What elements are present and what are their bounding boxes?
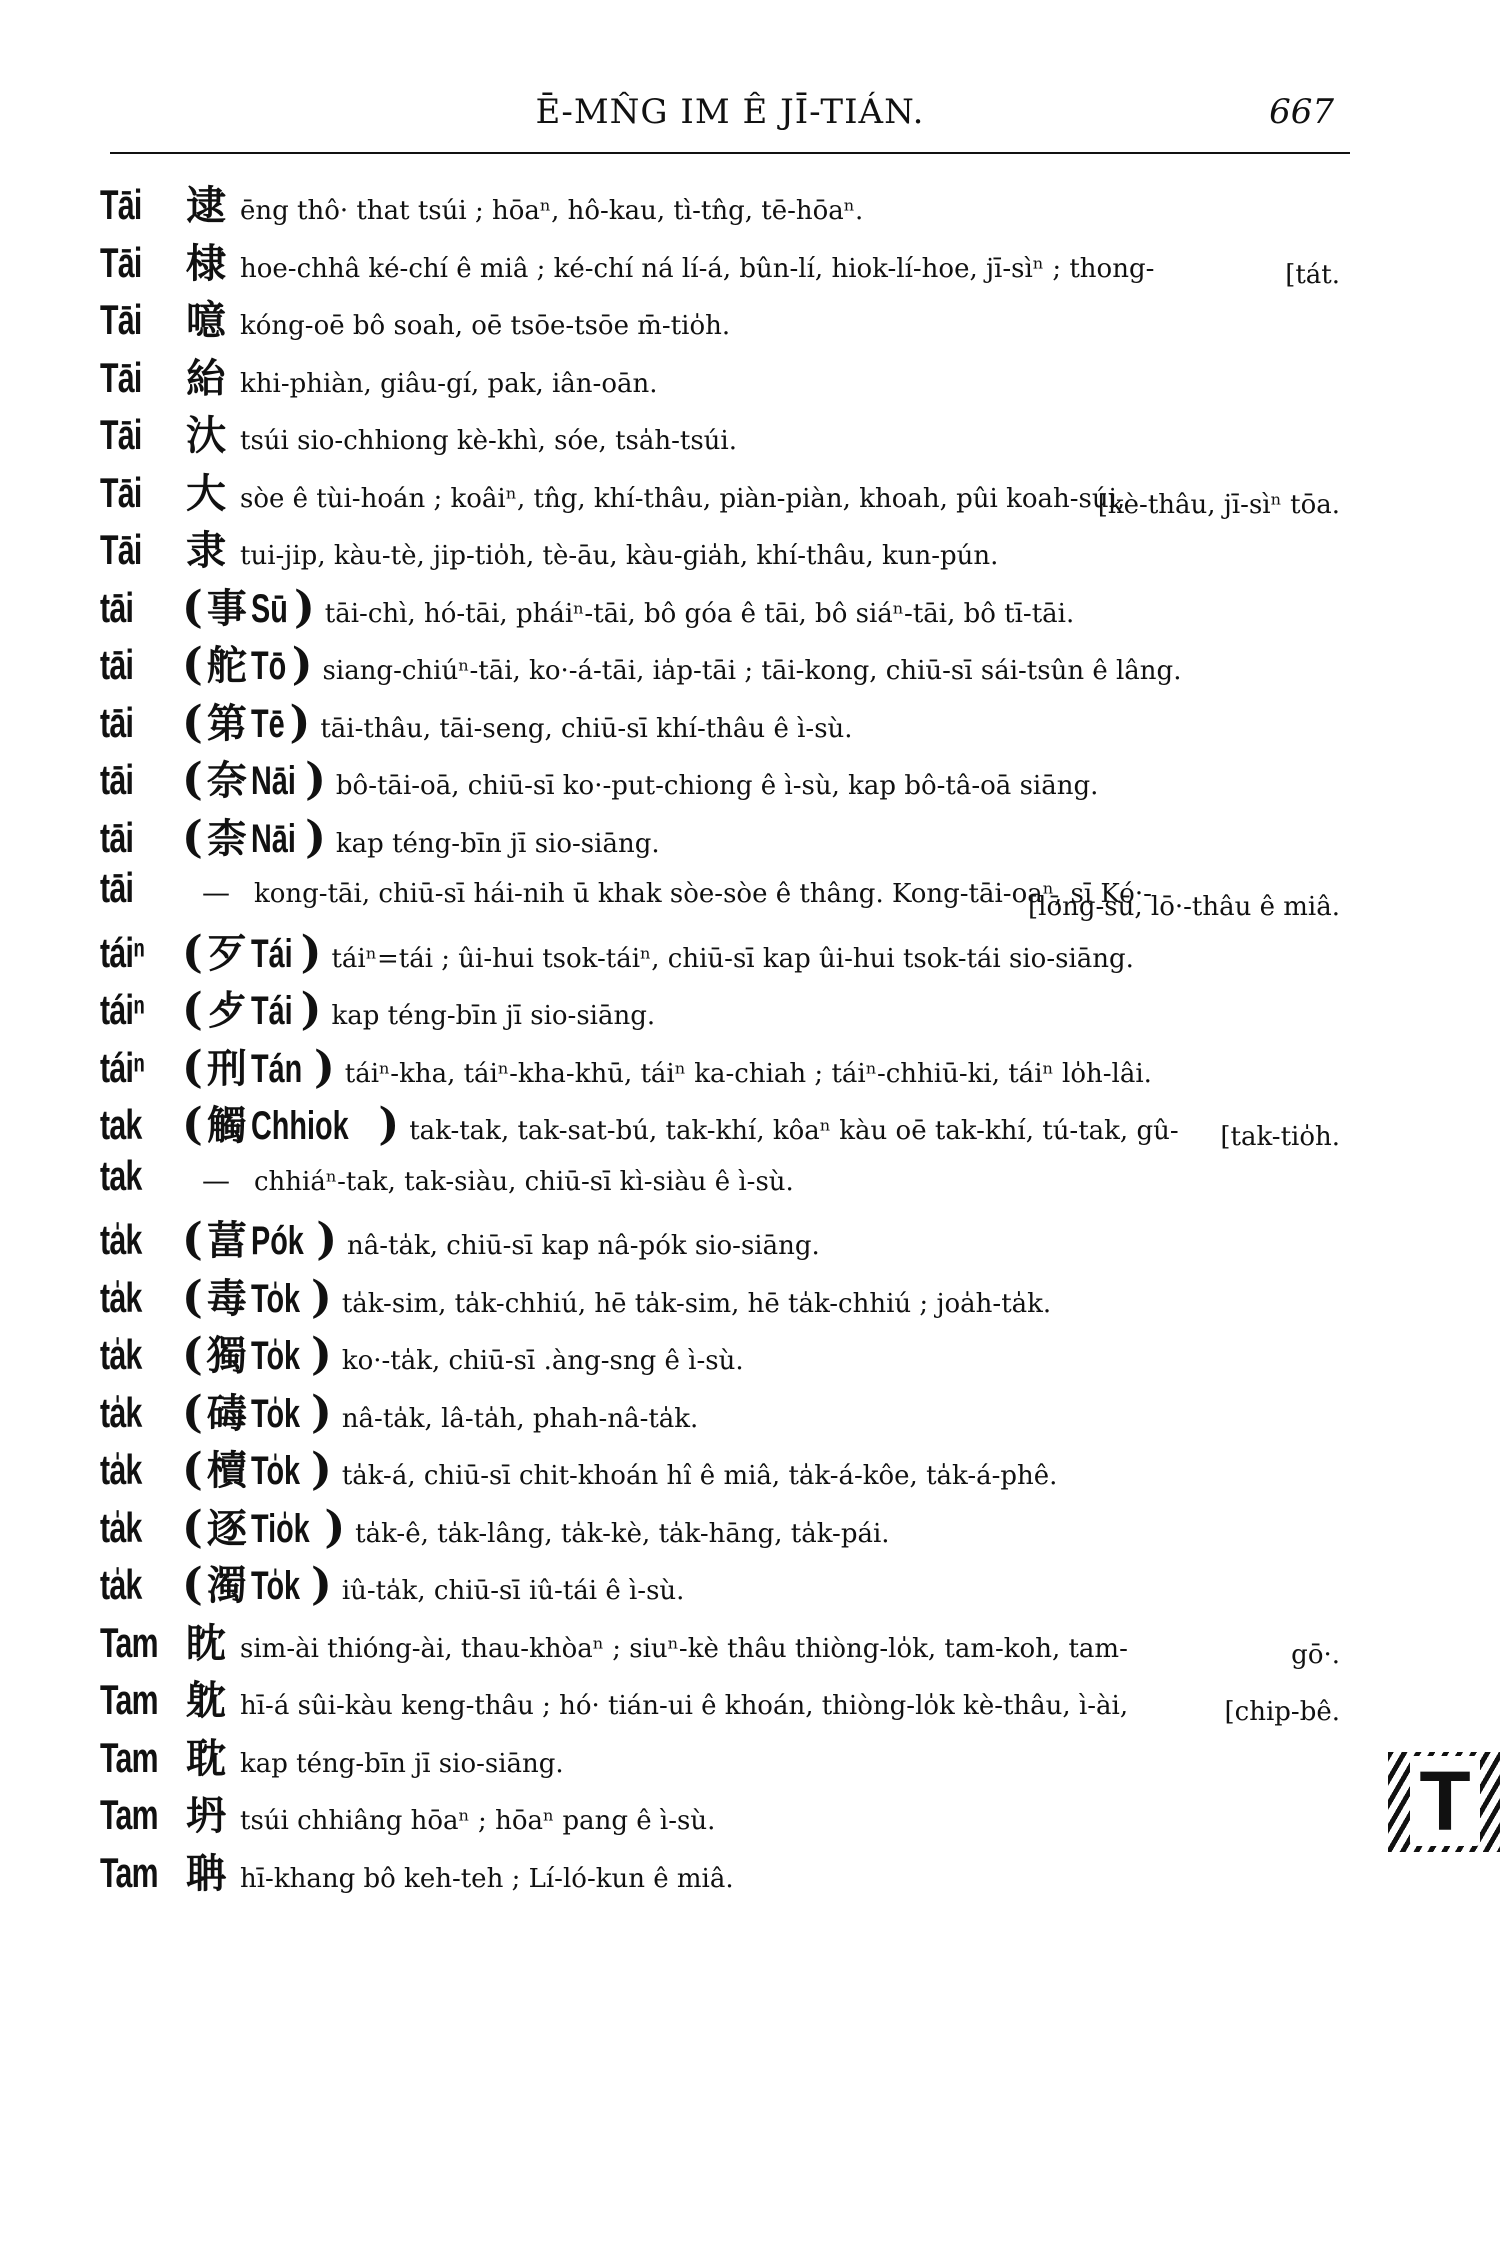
entry-definition: táiⁿ=tái ; ûi-hui tsok-táiⁿ, chiū-sī kap ûi-hui tsok-tái sio-siāng. xyxy=(331,943,1134,974)
entry-definition: kap téng-bīn jī sio-siāng. xyxy=(240,1748,564,1779)
entry-character: 噫 xyxy=(186,298,226,344)
entry-character: 坍 xyxy=(186,1793,226,1839)
dictionary-entry: ta̍k ( 葍 Pók ) nâ-ta̍k, chiū-sī kap nâ-pók sio-siāng. xyxy=(100,1203,1380,1261)
entry-headword: ta̍k xyxy=(100,1446,142,1493)
entry-dash: — xyxy=(202,876,230,909)
entry-definition: ko·-ta̍k, chiū-sī .àng-sng ê ì-sù. xyxy=(341,1346,744,1376)
dictionary-entry xyxy=(100,398,1380,459)
dictionary-entry: tāi ( 奈 Nāi ) bô-tāi-oā, chiū-sī ko·-put-chiong ê ì-sù, kap bô-tâ-oā siāng. xyxy=(100,743,1380,801)
entry-definition: tui-jip, kàu-tè, jip-tio̍h, tè-āu, kàu-gia̍h, khí-thâu, kun-pún. xyxy=(240,541,999,571)
entry-definition: hī-khang bô keh-teh ; Lí-ló-kun ê miâ. xyxy=(240,1863,734,1894)
dictionary-entry: tāi ( 第 Tē ) tāi-thâu, tāi-seng, chiū-sī khí-thâu ê ì-sù. xyxy=(100,686,1380,744)
entry-headword: Tāi xyxy=(100,238,142,286)
entry-continuation: [tak-tio̍h. xyxy=(1220,1122,1340,1152)
entry-headword: tāi xyxy=(100,583,134,631)
entry-definition: kóng-oē bô soah, oē tsōe-tsōe m̄-tio̍h. xyxy=(240,311,731,341)
entry-continuation: [chip-bê. xyxy=(1224,1697,1340,1727)
entry-headword: tāi xyxy=(100,813,134,861)
dictionary-entry xyxy=(100,1606,1380,1670)
entry-character: 紿 xyxy=(186,355,226,402)
dictionary-entry: tāi ( 柰 Nāi ) kap téng-bīn jī sio-siāng. xyxy=(100,801,1380,859)
entry-cross-reference: To̍k xyxy=(250,1276,300,1321)
entry-definition: iû-ta̍k, chiū-sī iû-tái ê ì-sù. xyxy=(341,1576,685,1606)
dictionary-entry xyxy=(100,283,1380,344)
dictionary-entry xyxy=(100,341,1380,402)
entry-headword: tāi xyxy=(100,864,134,911)
header-rule xyxy=(110,152,1350,154)
entry-cross-reference: Tē xyxy=(250,701,285,746)
entry-character: 汏 xyxy=(186,413,226,459)
entry-character: 躭 xyxy=(186,1678,226,1724)
entry-cross-reference: Nāi xyxy=(250,759,296,803)
entry-character: 耽 xyxy=(186,1735,226,1782)
entry-character: 逐 xyxy=(206,1505,247,1552)
entry-definition: sòe ê tùi-hoán ; koâiⁿ, tn̂g, khí-thâu, piàn-piàn, khoah, pûi koah-súi, xyxy=(240,483,1126,514)
entry-headword: Tāi xyxy=(100,411,142,458)
dictionary-entry: tāi ( 事 Sū ) tāi-chì, hó-tāi, pháiⁿ-tāi, bô góa ê tāi, bô siáⁿ-tāi, bô tī-tāi. xyxy=(100,571,1380,629)
entry-character: 眈 xyxy=(186,1620,226,1667)
entry-definition: hī-á sûi-kàu keng-thâu ; hó· tián-ui ê khoán, thiòng-lo̍k kè-thâu, ì-ài, xyxy=(240,1691,1129,1721)
dictionary-entry: tak ( 觸 Chhiok ) tak-tak, tak-sat-bú, tak-khí, kôaⁿ kàu oē tak-khí, tú-tak, gû- [tak-tio̍h. xyxy=(100,1088,1380,1146)
entry-definition: kap téng-bīn jī sio-siāng. xyxy=(335,828,660,859)
dictionary-entry xyxy=(100,1836,1380,1897)
dictionary-entry: ta̍k ( 碡 To̍k ) nâ-ta̍k, lâ-ta̍h, phah-nâ-ta̍k. xyxy=(100,1376,1380,1434)
entry-headword: tak xyxy=(100,1151,142,1199)
entry-definition: ta̍k-sim, ta̍k-chhiú, hē ta̍k-sim, hē ta̍k-chhiú ; joa̍h-ta̍k. xyxy=(341,1288,1052,1319)
entry-headword: ta̍k xyxy=(100,1216,142,1263)
dictionary-entry: ta̍k ( 櫝 To̍k ) ta̍k-á, chiū-sī chit-khoán hî ê miâ, ta̍k-á-kôe, ta̍k-á-phê. xyxy=(100,1433,1380,1491)
entry-continuation: [tát. xyxy=(1285,259,1340,290)
entry-headword: tak xyxy=(100,1101,142,1148)
entry-definition: ēng thô· that tsúi ; hōaⁿ, hô-kau, tì-tn̂g, tē-hōaⁿ. xyxy=(240,196,864,226)
entry-cross-reference: Nāi xyxy=(250,816,296,861)
running-title: Ē-MN̂G IM Ê JĪ-TIÁN. xyxy=(535,92,925,132)
entry-definition: chhiáⁿ-tak, tak-siàu, chiū-sī kì-siàu ê ì-sù. xyxy=(254,1166,794,1197)
entry-headword: ta̍k xyxy=(100,1331,142,1378)
entry-definition: kong-tāi, chiū-sī hái-nih ū khak sòe-sòe ê thâng. Kong-tāi-oaⁿ, sī Kó·- xyxy=(254,879,1152,909)
entry-cross-reference: To̍k xyxy=(250,1449,300,1493)
dictionary-entry: ta̍k ( 濁 To̍k ) iû-ta̍k, chiū-sī iû-tái ê ì-sù. xyxy=(100,1548,1380,1606)
entry-headword: Tam xyxy=(100,1848,158,1896)
entry-character: 毒 xyxy=(206,1275,247,1322)
entry-cross-reference: To̍k xyxy=(250,1391,300,1436)
entry-headword: Tāi xyxy=(100,353,142,401)
entry-headword: táiⁿ xyxy=(100,986,145,1033)
page-header xyxy=(110,92,1350,138)
entry-character: 觸 xyxy=(206,1103,247,1149)
entry-definition: tāi-chì, hó-tāi, pháiⁿ-tāi, bô góa ê tāi, bô siáⁿ-tāi, bô tī-tāi. xyxy=(324,598,1075,629)
entry-headword: Tāi xyxy=(100,468,142,516)
dictionary-entry: táiⁿ ( 歹 Tái ) táiⁿ=tái ; ûi-hui tsok-táiⁿ, chiū-sī kap ûi-hui tsok-tái sio-siāng. xyxy=(100,916,1380,974)
entry-headword: Tāi xyxy=(100,526,142,573)
entry-character: 逮 xyxy=(186,183,226,229)
entry-cross-reference: Sū xyxy=(250,586,288,631)
entry-cross-reference: Tái xyxy=(250,931,293,976)
dictionary-entry: ta̍k ( 毒 To̍k ) ta̍k-sim, ta̍k-chhiú, hē ta̍k-sim, hē ta̍k-chhiú ; joa̍h-ta̍k. xyxy=(100,1261,1380,1319)
entry-character: 棣 xyxy=(186,240,226,287)
entry-headword: tāi xyxy=(100,641,134,688)
entry-definition: bô-tāi-oā, chiū-sī ko·-put-chiong ê ì-sù, kap bô-tâ-oā siāng. xyxy=(335,771,1099,801)
entry-headword: tāi xyxy=(100,698,134,746)
entry-definition: ta̍k-á, chiū-sī chit-khoán hî ê miâ, ta̍k-á-kôe, ta̍k-á-phê. xyxy=(341,1461,1058,1491)
dictionary-entry xyxy=(100,456,1380,520)
entry-character: 葍 xyxy=(206,1218,247,1264)
entry-character: 碡 xyxy=(206,1390,247,1437)
entry-definition: tak-tak, tak-sat-bú, tak-khí, kôaⁿ kàu oē tak-khí, tú-tak, gû- xyxy=(409,1116,1179,1146)
entry-cross-reference: To̍k xyxy=(250,1564,300,1608)
entry-definition: hoe-chhâ ké-chí ê miâ ; ké-chí ná lí-á, bûn-lí, hiok-lí-hoe, jī-sìⁿ ; thong- xyxy=(240,253,1155,284)
dictionary-entry: tāi ( 舵 Tō ) siang-chiúⁿ-tāi, ko·-á-tāi, ia̍p-tāi ; tāi-kong, chiū-sī sái-tsûn ê lâng. xyxy=(100,628,1380,686)
entry-definition: sim-ài thióng-ài, thau-khòaⁿ ; siuⁿ-kè thâu thiòng-lo̍k, tam-koh, tam- xyxy=(240,1633,1128,1664)
entry-headword: ta̍k xyxy=(100,1273,142,1321)
entry-dash: — xyxy=(202,1163,230,1197)
entry-character: 刑 xyxy=(206,1045,247,1092)
dictionary-entries xyxy=(100,168,1380,1897)
dictionary-entry xyxy=(100,858,1380,922)
entry-character: 聃 xyxy=(186,1850,226,1897)
entry-character: 歹 xyxy=(206,930,247,977)
entry-definition: tāi-thâu, tāi-seng, chiū-sī khí-thâu ê ì-sù. xyxy=(320,713,853,744)
dictionary-entry xyxy=(100,1146,1380,1204)
entry-cross-reference: Tán xyxy=(250,1046,303,1091)
entry-headword: táiⁿ xyxy=(100,1043,145,1091)
entry-definition: tsúi chhiâng hōaⁿ ; hōaⁿ pang ê ì-sù. xyxy=(240,1806,716,1836)
entry-character: 獨 xyxy=(206,1333,247,1379)
dictionary-entry: ta̍k ( 逐 Tio̍k ) ta̍k-ê, ta̍k-lâng, ta̍k-kè, ta̍k-hāng, ta̍k-pái. xyxy=(100,1491,1380,1549)
dictionary-entry xyxy=(100,1663,1380,1727)
entry-headword: táiⁿ xyxy=(100,928,145,976)
entry-character: 第 xyxy=(206,700,247,747)
entry-headword: Tāi xyxy=(100,181,142,228)
thumb-index-letter: T xyxy=(1410,1756,1480,1846)
entry-cross-reference: Chhiok xyxy=(250,1104,349,1148)
entry-character: 舵 xyxy=(206,643,247,689)
entry-definition: tsúi sio-chhiong kè-khì, sóe, tsa̍h-tsúi. xyxy=(240,426,738,456)
entry-headword: ta̍k xyxy=(100,1561,142,1608)
entry-headword: Tāi xyxy=(100,296,142,343)
entry-character: 櫝 xyxy=(206,1448,247,1494)
dictionary-entry: táiⁿ ( 歺 Tái ) kap téng-bīn jī sio-siāng. xyxy=(100,973,1380,1031)
dictionary-entry xyxy=(100,513,1380,574)
entry-definition: táiⁿ-kha, táiⁿ-kha-khū, táiⁿ ka-chiah ; táiⁿ-chhiū-ki, táiⁿ lo̍h-lâi. xyxy=(344,1058,1152,1089)
entry-character: 濁 xyxy=(206,1563,247,1609)
dictionary-entry xyxy=(100,168,1380,229)
entry-cross-reference: Tái xyxy=(250,989,293,1033)
entry-headword: ta̍k xyxy=(100,1388,142,1436)
entry-continuation: gō·. xyxy=(1291,1639,1340,1670)
entry-character: 大 xyxy=(186,470,226,517)
dictionary-entry xyxy=(100,226,1380,290)
entry-headword: ta̍k xyxy=(100,1503,142,1551)
thumb-index-tab xyxy=(1388,1752,1500,1852)
entry-character: 奈 xyxy=(206,758,247,804)
dictionary-entry: táiⁿ ( 刑 Tán ) táiⁿ-kha, táiⁿ-kha-khū, táiⁿ ka-chiah ; táiⁿ-chhiū-ki, táiⁿ lo̍h-lâi. xyxy=(100,1031,1380,1089)
entry-definition: nâ-ta̍k, chiū-sī kap nâ-pók sio-siāng. xyxy=(347,1231,820,1261)
entry-headword: tāi xyxy=(100,756,134,803)
entry-headword: Tam xyxy=(100,1733,158,1781)
entry-continuation: [kè-thâu, jī-sìⁿ tōa. xyxy=(1097,489,1340,520)
entry-definition: ta̍k-ê, ta̍k-lâng, ta̍k-kè, ta̍k-hāng, ta̍k-pái. xyxy=(355,1518,890,1549)
page-number: 667 xyxy=(1269,92,1334,132)
entry-headword: Tam xyxy=(100,1791,158,1838)
entry-definition: kap téng-bīn jī sio-siāng. xyxy=(331,1001,656,1031)
entry-continuation: [lōng-sū, lō·-thâu ê miâ. xyxy=(1027,892,1340,922)
entry-character: 歺 xyxy=(206,988,247,1034)
entry-cross-reference: Tō xyxy=(250,644,287,688)
entry-cross-reference: To̍k xyxy=(250,1334,300,1378)
entry-cross-reference: Pók xyxy=(250,1219,304,1263)
entry-character: 柰 xyxy=(206,815,247,862)
dictionary-entry xyxy=(100,1778,1380,1839)
entry-character: 隶 xyxy=(186,528,226,574)
entry-headword: Tam xyxy=(100,1618,158,1666)
entry-definition: khi-phiàn, giâu-gí, pak, iân-oān. xyxy=(240,368,658,399)
entry-definition: siang-chiúⁿ-tāi, ko·-á-tāi, ia̍p-tāi ; tāi-kong, chiū-sī sái-tsûn ê lâng. xyxy=(322,656,1182,686)
entry-character: 事 xyxy=(206,585,247,632)
entry-headword: Tam xyxy=(100,1676,158,1723)
entry-definition: nâ-ta̍k, lâ-ta̍h, phah-nâ-ta̍k. xyxy=(341,1403,699,1434)
dictionary-entry xyxy=(100,1721,1380,1782)
entry-cross-reference: Tio̍k xyxy=(250,1506,310,1551)
dictionary-entry: ta̍k ( 獨 To̍k ) ko·-ta̍k, chiū-sī .àng-sng ê ì-sù. xyxy=(100,1318,1380,1376)
